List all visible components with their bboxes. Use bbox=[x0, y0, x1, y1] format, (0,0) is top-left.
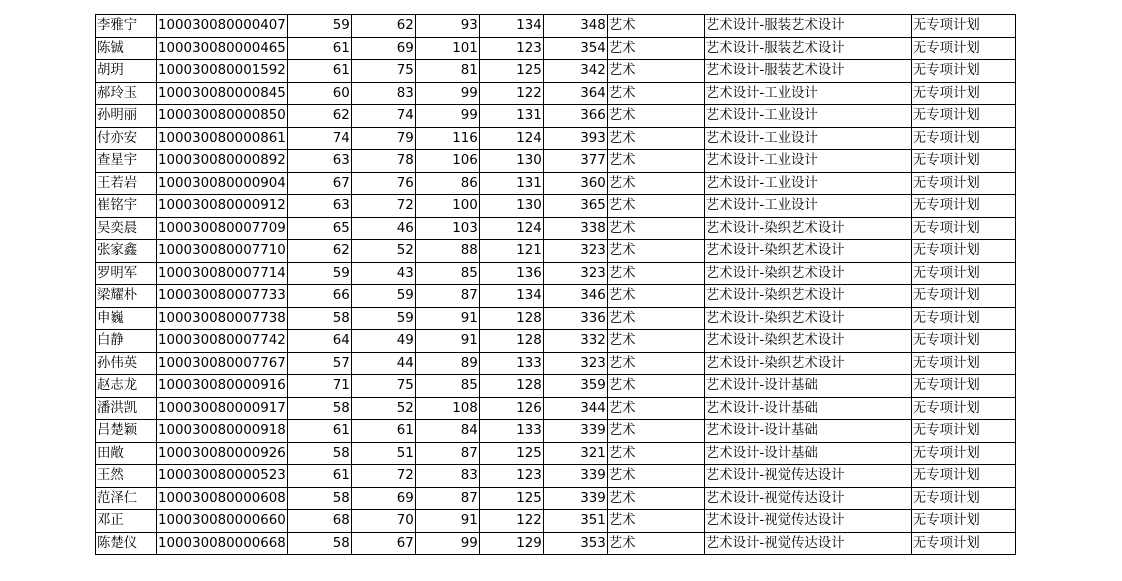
score-4-cell: 130 bbox=[479, 195, 543, 218]
score-2-cell: 83 bbox=[351, 82, 415, 105]
total-score-cell: 321 bbox=[543, 442, 607, 465]
plan-cell: 无专项计划 bbox=[911, 442, 1015, 465]
score-4-cell: 128 bbox=[479, 307, 543, 330]
score-4-cell: 122 bbox=[479, 510, 543, 533]
major-cell: 艺术设计-视觉传达设计 bbox=[704, 510, 911, 533]
score-2-cell: 67 bbox=[351, 532, 415, 555]
major-cell: 艺术设计-工业设计 bbox=[704, 195, 911, 218]
score-1-cell: 60 bbox=[287, 82, 351, 105]
score-1-cell: 63 bbox=[287, 150, 351, 173]
name-cell: 白静 bbox=[96, 330, 157, 353]
total-score-cell: 351 bbox=[543, 510, 607, 533]
category-cell: 艺术 bbox=[607, 240, 704, 263]
score-4-cell: 134 bbox=[479, 15, 543, 38]
score-2-cell: 72 bbox=[351, 465, 415, 488]
table-row bbox=[96, 352, 1016, 375]
exam-id-cell: 100030080007710 bbox=[157, 240, 288, 263]
score-3-cell: 99 bbox=[415, 532, 479, 555]
category-cell: 艺术 bbox=[607, 510, 704, 533]
score-2-cell: 69 bbox=[351, 487, 415, 510]
total-score-cell: 359 bbox=[543, 375, 607, 398]
score-1-cell: 57 bbox=[287, 352, 351, 375]
plan-cell: 无专项计划 bbox=[911, 240, 1015, 263]
exam-id-cell: 100030080000407 bbox=[157, 15, 288, 38]
score-1-cell: 64 bbox=[287, 330, 351, 353]
score-2-cell: 52 bbox=[351, 240, 415, 263]
name-cell: 崔铭宇 bbox=[96, 195, 157, 218]
category-cell: 艺术 bbox=[607, 330, 704, 353]
score-1-cell: 62 bbox=[287, 240, 351, 263]
total-score-cell: 339 bbox=[543, 487, 607, 510]
score-3-cell: 101 bbox=[415, 37, 479, 60]
score-table bbox=[95, 14, 1016, 555]
category-cell: 艺术 bbox=[607, 397, 704, 420]
score-1-cell: 58 bbox=[287, 397, 351, 420]
category-cell: 艺术 bbox=[607, 352, 704, 375]
score-2-cell: 72 bbox=[351, 195, 415, 218]
exam-id-cell: 100030080007714 bbox=[157, 262, 288, 285]
score-3-cell: 91 bbox=[415, 510, 479, 533]
total-score-cell: 342 bbox=[543, 60, 607, 83]
total-score-cell: 365 bbox=[543, 195, 607, 218]
total-score-cell: 353 bbox=[543, 532, 607, 555]
exam-id-cell: 100030080007733 bbox=[157, 285, 288, 308]
score-3-cell: 106 bbox=[415, 150, 479, 173]
major-cell: 艺术设计-工业设计 bbox=[704, 105, 911, 128]
score-3-cell: 91 bbox=[415, 307, 479, 330]
plan-cell: 无专项计划 bbox=[911, 217, 1015, 240]
category-cell: 艺术 bbox=[607, 487, 704, 510]
plan-cell: 无专项计划 bbox=[911, 172, 1015, 195]
major-cell: 艺术设计-设计基础 bbox=[704, 375, 911, 398]
name-cell: 胡玥 bbox=[96, 60, 157, 83]
major-cell: 艺术设计-工业设计 bbox=[704, 127, 911, 150]
total-score-cell: 336 bbox=[543, 307, 607, 330]
score-4-cell: 131 bbox=[479, 172, 543, 195]
score-2-cell: 51 bbox=[351, 442, 415, 465]
score-2-cell: 79 bbox=[351, 127, 415, 150]
score-3-cell: 84 bbox=[415, 420, 479, 443]
score-4-cell: 126 bbox=[479, 397, 543, 420]
score-4-cell: 124 bbox=[479, 127, 543, 150]
score-1-cell: 58 bbox=[287, 487, 351, 510]
name-cell: 吕楚颖 bbox=[96, 420, 157, 443]
exam-id-cell: 100030080000892 bbox=[157, 150, 288, 173]
score-1-cell: 61 bbox=[287, 420, 351, 443]
score-2-cell: 78 bbox=[351, 150, 415, 173]
total-score-cell: 348 bbox=[543, 15, 607, 38]
total-score-cell: 364 bbox=[543, 82, 607, 105]
name-cell: 梁耀朴 bbox=[96, 285, 157, 308]
table-row bbox=[96, 127, 1016, 150]
score-2-cell: 59 bbox=[351, 285, 415, 308]
score-3-cell: 86 bbox=[415, 172, 479, 195]
exam-id-cell: 100030080000668 bbox=[157, 532, 288, 555]
exam-id-cell: 100030080000912 bbox=[157, 195, 288, 218]
category-cell: 艺术 bbox=[607, 262, 704, 285]
total-score-cell: 323 bbox=[543, 240, 607, 263]
score-1-cell: 59 bbox=[287, 262, 351, 285]
score-2-cell: 52 bbox=[351, 397, 415, 420]
name-cell: 田敞 bbox=[96, 442, 157, 465]
major-cell: 艺术设计-服装艺术设计 bbox=[704, 60, 911, 83]
major-cell: 艺术设计-染织艺术设计 bbox=[704, 330, 911, 353]
score-1-cell: 63 bbox=[287, 195, 351, 218]
score-3-cell: 100 bbox=[415, 195, 479, 218]
score-3-cell: 108 bbox=[415, 397, 479, 420]
exam-id-cell: 100030080000608 bbox=[157, 487, 288, 510]
table-row bbox=[96, 285, 1016, 308]
score-4-cell: 125 bbox=[479, 442, 543, 465]
table-row bbox=[96, 442, 1016, 465]
score-2-cell: 49 bbox=[351, 330, 415, 353]
score-3-cell: 93 bbox=[415, 15, 479, 38]
score-3-cell: 85 bbox=[415, 375, 479, 398]
score-3-cell: 87 bbox=[415, 285, 479, 308]
score-2-cell: 70 bbox=[351, 510, 415, 533]
name-cell: 范泽仁 bbox=[96, 487, 157, 510]
score-1-cell: 67 bbox=[287, 172, 351, 195]
table-row bbox=[96, 510, 1016, 533]
table-row bbox=[96, 60, 1016, 83]
table-row bbox=[96, 82, 1016, 105]
category-cell: 艺术 bbox=[607, 172, 704, 195]
score-4-cell: 130 bbox=[479, 150, 543, 173]
category-cell: 艺术 bbox=[607, 285, 704, 308]
score-3-cell: 87 bbox=[415, 487, 479, 510]
table-row bbox=[96, 375, 1016, 398]
name-cell: 吴奕晨 bbox=[96, 217, 157, 240]
major-cell: 艺术设计-染织艺术设计 bbox=[704, 352, 911, 375]
table-body bbox=[96, 15, 1016, 555]
name-cell: 罗明军 bbox=[96, 262, 157, 285]
score-4-cell: 122 bbox=[479, 82, 543, 105]
plan-cell: 无专项计划 bbox=[911, 465, 1015, 488]
major-cell: 艺术设计-视觉传达设计 bbox=[704, 532, 911, 555]
table-row bbox=[96, 307, 1016, 330]
score-3-cell: 89 bbox=[415, 352, 479, 375]
exam-id-cell: 100030080000850 bbox=[157, 105, 288, 128]
score-4-cell: 123 bbox=[479, 465, 543, 488]
exam-id-cell: 100030080000861 bbox=[157, 127, 288, 150]
plan-cell: 无专项计划 bbox=[911, 375, 1015, 398]
plan-cell: 无专项计划 bbox=[911, 105, 1015, 128]
category-cell: 艺术 bbox=[607, 105, 704, 128]
name-cell: 王若岩 bbox=[96, 172, 157, 195]
category-cell: 艺术 bbox=[607, 465, 704, 488]
major-cell: 艺术设计-设计基础 bbox=[704, 397, 911, 420]
table-row bbox=[96, 195, 1016, 218]
plan-cell: 无专项计划 bbox=[911, 285, 1015, 308]
major-cell: 艺术设计-设计基础 bbox=[704, 420, 911, 443]
name-cell: 张家鑫 bbox=[96, 240, 157, 263]
major-cell: 艺术设计-染织艺术设计 bbox=[704, 285, 911, 308]
table-row bbox=[96, 330, 1016, 353]
major-cell: 艺术设计-染织艺术设计 bbox=[704, 240, 911, 263]
score-3-cell: 83 bbox=[415, 465, 479, 488]
score-1-cell: 61 bbox=[287, 37, 351, 60]
score-1-cell: 61 bbox=[287, 465, 351, 488]
score-1-cell: 62 bbox=[287, 105, 351, 128]
score-2-cell: 59 bbox=[351, 307, 415, 330]
plan-cell: 无专项计划 bbox=[911, 420, 1015, 443]
exam-id-cell: 100030080000918 bbox=[157, 420, 288, 443]
plan-cell: 无专项计划 bbox=[911, 262, 1015, 285]
table-row bbox=[96, 262, 1016, 285]
plan-cell: 无专项计划 bbox=[911, 195, 1015, 218]
category-cell: 艺术 bbox=[607, 217, 704, 240]
score-3-cell: 99 bbox=[415, 82, 479, 105]
table-row bbox=[96, 15, 1016, 38]
score-3-cell: 81 bbox=[415, 60, 479, 83]
category-cell: 艺术 bbox=[607, 532, 704, 555]
name-cell: 陈楚仪 bbox=[96, 532, 157, 555]
name-cell: 付亦安 bbox=[96, 127, 157, 150]
name-cell: 王然 bbox=[96, 465, 157, 488]
name-cell: 郝玲玉 bbox=[96, 82, 157, 105]
table-row bbox=[96, 397, 1016, 420]
plan-cell: 无专项计划 bbox=[911, 330, 1015, 353]
name-cell: 潘洪凯 bbox=[96, 397, 157, 420]
category-cell: 艺术 bbox=[607, 60, 704, 83]
score-1-cell: 71 bbox=[287, 375, 351, 398]
exam-id-cell: 100030080000916 bbox=[157, 375, 288, 398]
major-cell: 艺术设计-视觉传达设计 bbox=[704, 465, 911, 488]
score-3-cell: 91 bbox=[415, 330, 479, 353]
score-2-cell: 46 bbox=[351, 217, 415, 240]
score-4-cell: 129 bbox=[479, 532, 543, 555]
score-4-cell: 133 bbox=[479, 352, 543, 375]
score-3-cell: 116 bbox=[415, 127, 479, 150]
name-cell: 陈铖 bbox=[96, 37, 157, 60]
score-4-cell: 123 bbox=[479, 37, 543, 60]
score-1-cell: 74 bbox=[287, 127, 351, 150]
score-2-cell: 74 bbox=[351, 105, 415, 128]
score-1-cell: 58 bbox=[287, 442, 351, 465]
category-cell: 艺术 bbox=[607, 82, 704, 105]
name-cell: 申巍 bbox=[96, 307, 157, 330]
category-cell: 艺术 bbox=[607, 150, 704, 173]
name-cell: 赵志龙 bbox=[96, 375, 157, 398]
score-1-cell: 58 bbox=[287, 307, 351, 330]
table-row bbox=[96, 105, 1016, 128]
category-cell: 艺术 bbox=[607, 37, 704, 60]
name-cell: 李雅宁 bbox=[96, 15, 157, 38]
total-score-cell: 323 bbox=[543, 262, 607, 285]
name-cell: 孙明丽 bbox=[96, 105, 157, 128]
score-3-cell: 103 bbox=[415, 217, 479, 240]
score-1-cell: 65 bbox=[287, 217, 351, 240]
name-cell: 孙伟英 bbox=[96, 352, 157, 375]
major-cell: 艺术设计-染织艺术设计 bbox=[704, 307, 911, 330]
major-cell: 艺术设计-工业设计 bbox=[704, 150, 911, 173]
score-4-cell: 133 bbox=[479, 420, 543, 443]
category-cell: 艺术 bbox=[607, 15, 704, 38]
category-cell: 艺术 bbox=[607, 127, 704, 150]
score-4-cell: 124 bbox=[479, 217, 543, 240]
total-score-cell: 360 bbox=[543, 172, 607, 195]
plan-cell: 无专项计划 bbox=[911, 60, 1015, 83]
total-score-cell: 346 bbox=[543, 285, 607, 308]
score-4-cell: 136 bbox=[479, 262, 543, 285]
exam-id-cell: 100030080000523 bbox=[157, 465, 288, 488]
score-3-cell: 99 bbox=[415, 105, 479, 128]
name-cell: 邓正 bbox=[96, 510, 157, 533]
score-3-cell: 87 bbox=[415, 442, 479, 465]
major-cell: 艺术设计-服装艺术设计 bbox=[704, 37, 911, 60]
score-2-cell: 43 bbox=[351, 262, 415, 285]
plan-cell: 无专项计划 bbox=[911, 487, 1015, 510]
plan-cell: 无专项计划 bbox=[911, 82, 1015, 105]
exam-id-cell: 100030080000845 bbox=[157, 82, 288, 105]
exam-id-cell: 100030080007738 bbox=[157, 307, 288, 330]
score-1-cell: 68 bbox=[287, 510, 351, 533]
score-2-cell: 75 bbox=[351, 375, 415, 398]
score-4-cell: 128 bbox=[479, 375, 543, 398]
total-score-cell: 366 bbox=[543, 105, 607, 128]
score-1-cell: 59 bbox=[287, 15, 351, 38]
total-score-cell: 323 bbox=[543, 352, 607, 375]
score-2-cell: 75 bbox=[351, 60, 415, 83]
major-cell: 艺术设计-视觉传达设计 bbox=[704, 487, 911, 510]
total-score-cell: 377 bbox=[543, 150, 607, 173]
major-cell: 艺术设计-染织艺术设计 bbox=[704, 217, 911, 240]
table-row bbox=[96, 465, 1016, 488]
exam-id-cell: 100030080000917 bbox=[157, 397, 288, 420]
major-cell: 艺术设计-工业设计 bbox=[704, 82, 911, 105]
score-4-cell: 125 bbox=[479, 60, 543, 83]
major-cell: 艺术设计-染织艺术设计 bbox=[704, 262, 911, 285]
score-1-cell: 66 bbox=[287, 285, 351, 308]
score-3-cell: 88 bbox=[415, 240, 479, 263]
exam-id-cell: 100030080007742 bbox=[157, 330, 288, 353]
score-4-cell: 134 bbox=[479, 285, 543, 308]
exam-id-cell: 100030080000660 bbox=[157, 510, 288, 533]
category-cell: 艺术 bbox=[607, 420, 704, 443]
total-score-cell: 339 bbox=[543, 420, 607, 443]
exam-id-cell: 100030080001592 bbox=[157, 60, 288, 83]
plan-cell: 无专项计划 bbox=[911, 352, 1015, 375]
table-row bbox=[96, 487, 1016, 510]
table-row bbox=[96, 532, 1016, 555]
score-4-cell: 125 bbox=[479, 487, 543, 510]
score-2-cell: 44 bbox=[351, 352, 415, 375]
score-1-cell: 61 bbox=[287, 60, 351, 83]
plan-cell: 无专项计划 bbox=[911, 127, 1015, 150]
total-score-cell: 354 bbox=[543, 37, 607, 60]
plan-cell: 无专项计划 bbox=[911, 150, 1015, 173]
score-2-cell: 76 bbox=[351, 172, 415, 195]
table-row bbox=[96, 172, 1016, 195]
score-4-cell: 128 bbox=[479, 330, 543, 353]
score-2-cell: 61 bbox=[351, 420, 415, 443]
table-row bbox=[96, 240, 1016, 263]
category-cell: 艺术 bbox=[607, 307, 704, 330]
exam-id-cell: 100030080000465 bbox=[157, 37, 288, 60]
name-cell: 查星宇 bbox=[96, 150, 157, 173]
total-score-cell: 338 bbox=[543, 217, 607, 240]
exam-id-cell: 100030080007767 bbox=[157, 352, 288, 375]
total-score-cell: 344 bbox=[543, 397, 607, 420]
category-cell: 艺术 bbox=[607, 442, 704, 465]
score-1-cell: 58 bbox=[287, 532, 351, 555]
plan-cell: 无专项计划 bbox=[911, 510, 1015, 533]
total-score-cell: 339 bbox=[543, 465, 607, 488]
plan-cell: 无专项计划 bbox=[911, 397, 1015, 420]
exam-id-cell: 100030080000904 bbox=[157, 172, 288, 195]
score-4-cell: 121 bbox=[479, 240, 543, 263]
score-2-cell: 69 bbox=[351, 37, 415, 60]
table-row bbox=[96, 37, 1016, 60]
total-score-cell: 393 bbox=[543, 127, 607, 150]
category-cell: 艺术 bbox=[607, 375, 704, 398]
major-cell: 艺术设计-工业设计 bbox=[704, 172, 911, 195]
score-4-cell: 131 bbox=[479, 105, 543, 128]
plan-cell: 无专项计划 bbox=[911, 307, 1015, 330]
score-2-cell: 62 bbox=[351, 15, 415, 38]
table-row bbox=[96, 217, 1016, 240]
total-score-cell: 332 bbox=[543, 330, 607, 353]
category-cell: 艺术 bbox=[607, 195, 704, 218]
plan-cell: 无专项计划 bbox=[911, 532, 1015, 555]
plan-cell: 无专项计划 bbox=[911, 37, 1015, 60]
exam-id-cell: 100030080000926 bbox=[157, 442, 288, 465]
plan-cell: 无专项计划 bbox=[911, 15, 1015, 38]
major-cell: 艺术设计-设计基础 bbox=[704, 442, 911, 465]
table-row bbox=[96, 420, 1016, 443]
exam-id-cell: 100030080007709 bbox=[157, 217, 288, 240]
score-3-cell: 85 bbox=[415, 262, 479, 285]
table-row bbox=[96, 150, 1016, 173]
major-cell: 艺术设计-服装艺术设计 bbox=[704, 15, 911, 38]
